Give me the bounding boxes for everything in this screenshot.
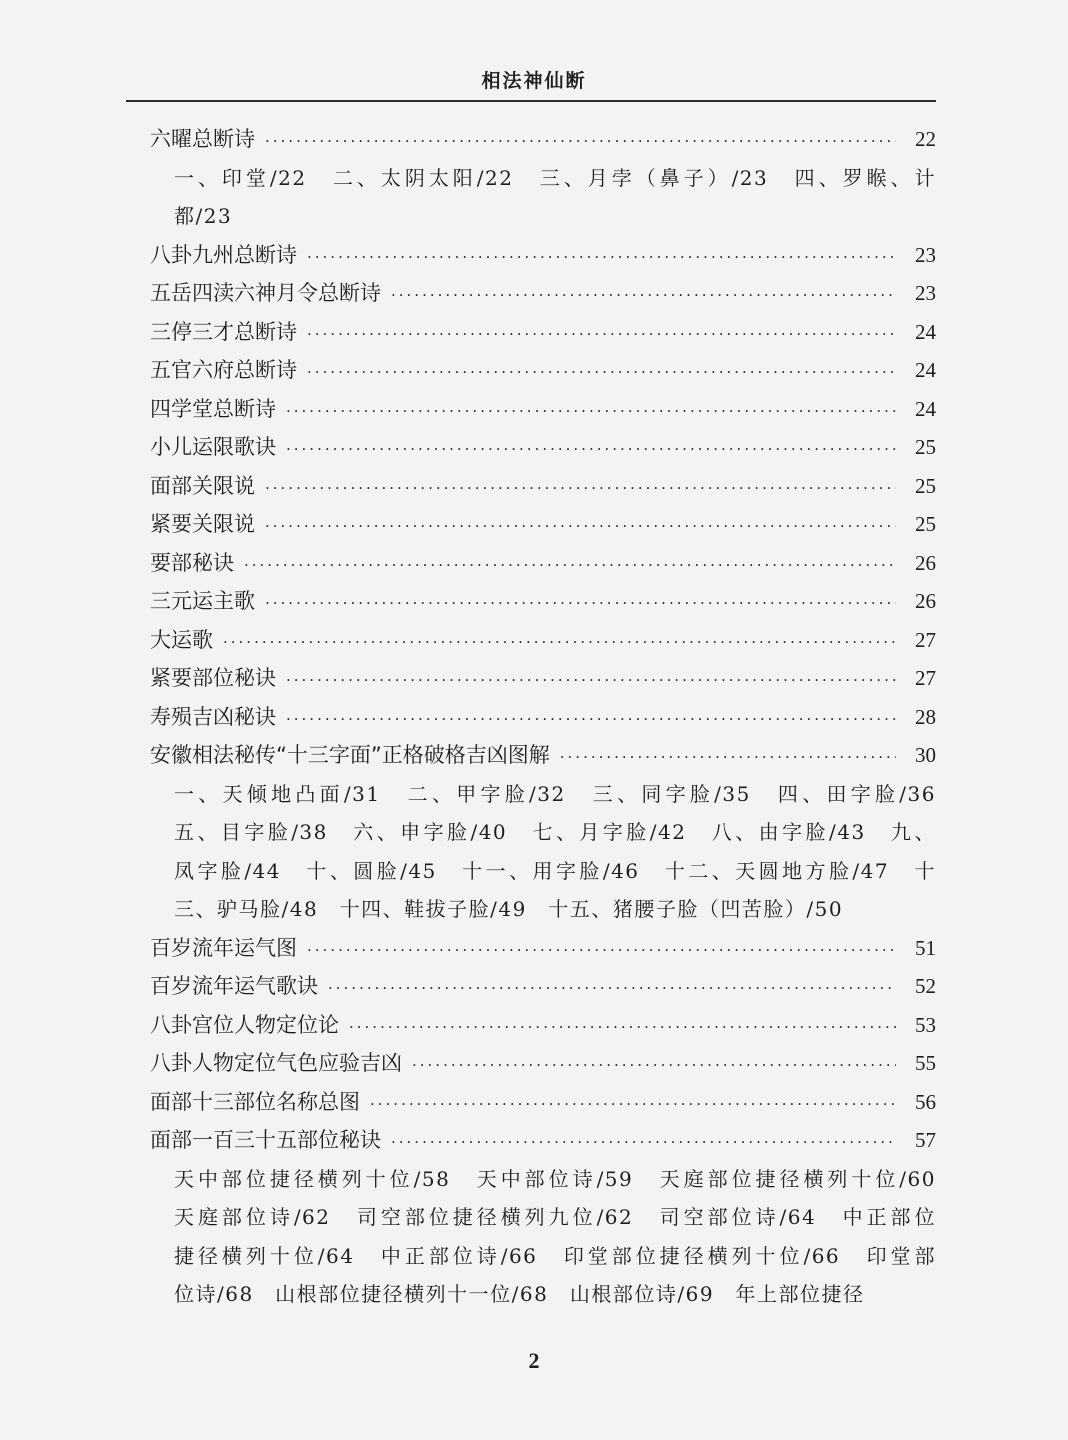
dot-leader (307, 238, 896, 277)
dot-leader (286, 392, 896, 431)
toc-entry-title: 六曜总断诗 (150, 127, 255, 151)
toc-subentries-line: 三、驴马脸/48 十四、鞋拔子脸/49 十五、猪腰子脸（凹苦脸）/50 (174, 897, 844, 921)
toc-entry-page: 23 (915, 242, 936, 267)
toc-subentries-line: 一、印堂/22 二、太阴太阳/22 三、月孛（鼻子）/23 四、罗睺、计 (174, 165, 936, 190)
toc-entry-title: 要部秘诀 (150, 550, 234, 575)
toc-entry (150, 313, 936, 352)
toc-entry-title: 大运歌 (150, 627, 213, 652)
toc-entry (150, 621, 936, 660)
dot-leader (265, 507, 896, 546)
toc-entry-title: 安徽相法秘传“十三字面”正格破格吉凶图解 (150, 743, 550, 767)
toc-entry-title: 八卦人物定位气色应验吉凶 (150, 1051, 402, 1075)
dot-leader (265, 469, 896, 508)
dot-leader (223, 623, 896, 662)
toc-entry-page: 57 (915, 1128, 936, 1152)
header-rule (126, 100, 936, 102)
dot-leader (328, 969, 896, 1008)
dot-leader (412, 1046, 896, 1085)
dot-leader (286, 661, 896, 700)
toc-entry-page: 26 (915, 589, 936, 613)
toc-subentries-line: 位诗/68 山根部位捷径横列十一位/68 山根部位诗/69 年上部位捷径 (174, 1282, 865, 1306)
dot-leader (391, 1123, 896, 1162)
toc-subentries-line: 都/23 (174, 204, 233, 228)
toc-entry (150, 582, 936, 621)
toc-entry (150, 351, 936, 390)
toc-entry-title: 三停三才总断诗 (150, 319, 297, 344)
toc-entry-page: 23 (915, 281, 936, 305)
table-of-contents (150, 120, 936, 1314)
toc-entry-title: 八卦宫位人物定位论 (150, 1012, 339, 1037)
toc-entry (150, 967, 936, 1006)
toc-entry-title: 五岳四渎六神月令总断诗 (150, 281, 381, 305)
toc-entry (150, 236, 936, 275)
toc-entry (150, 929, 936, 968)
toc-subentries-line: 一、天倾地凸面/31 二、甲字脸/32 三、同字脸/35 四、田字脸/36 (174, 781, 936, 806)
toc-entry (150, 428, 936, 467)
toc-entry-title: 寿殒吉凶秘诀 (150, 704, 276, 729)
dot-leader (244, 546, 896, 585)
toc-entry-page: 30 (915, 743, 936, 767)
dot-leader (286, 430, 896, 469)
toc-entry (150, 659, 936, 698)
toc-entry (150, 120, 936, 159)
toc-entry-page: 55 (915, 1051, 936, 1075)
toc-entry-title: 面部十三部位名称总图 (150, 1089, 360, 1114)
toc-entry-page: 28 (915, 704, 936, 729)
running-head: 相法神仙断 (481, 70, 587, 92)
dot-leader (307, 315, 896, 354)
toc-subentries-line: 天中部位捷径横列十位/58 天中部位诗/59 天庭部位捷径横列十位/60 (174, 1166, 936, 1191)
toc-entry-page: 52 (915, 974, 936, 998)
toc-entry (150, 698, 936, 737)
toc-entry-title: 百岁流年运气图 (150, 935, 297, 960)
dot-leader (265, 584, 896, 623)
toc-entry (150, 1044, 936, 1083)
toc-entry-page: 24 (915, 396, 936, 421)
toc-entry-title: 紧要关限说 (150, 512, 255, 536)
dot-leader (560, 738, 896, 777)
toc-entry-title: 五官六府总断诗 (150, 358, 297, 382)
toc-entry-title: 百岁流年运气歌诀 (150, 974, 318, 998)
toc-entry-page: 27 (915, 627, 936, 652)
toc-entry (150, 467, 936, 506)
toc-entry (150, 1083, 936, 1122)
toc-entry-page: 56 (915, 1089, 936, 1114)
toc-subentries-line: 捷径横列十位/64 中正部位诗/66 印堂部位捷径横列十位/66 印堂部 (174, 1243, 936, 1268)
toc-entry (150, 505, 936, 544)
toc-entry (150, 390, 936, 429)
dot-leader (349, 1008, 896, 1047)
dot-leader (286, 700, 896, 739)
toc-entry-title: 小儿运限歌诀 (150, 435, 276, 459)
toc-entry (150, 1006, 936, 1045)
toc-entry (150, 544, 936, 583)
toc-entry-page: 25 (915, 435, 936, 459)
toc-entry-page: 27 (915, 666, 936, 690)
toc-entry-title: 四学堂总断诗 (150, 396, 276, 421)
toc-entry-title: 八卦九州总断诗 (150, 242, 297, 267)
toc-entry-page: 53 (915, 1012, 936, 1037)
toc-entry-page: 26 (915, 550, 936, 575)
toc-entry (150, 736, 936, 775)
toc-entry-page: 24 (915, 319, 936, 344)
page-number: 2 (528, 1348, 540, 1373)
toc-entry-title: 三元运主歌 (150, 589, 255, 613)
toc-entry-page: 22 (915, 127, 936, 151)
toc-entry-page: 24 (915, 358, 936, 382)
dot-leader (265, 122, 896, 161)
toc-entry-title: 紧要部位秘诀 (150, 666, 276, 690)
dot-leader (391, 276, 896, 315)
toc-entry-title: 面部关限说 (150, 473, 255, 498)
toc-entry-title: 面部一百三十五部位秘诀 (150, 1128, 381, 1152)
toc-entry-page: 25 (915, 473, 936, 498)
toc-subentries-line: 天庭部位诗/62 司空部位捷径横列九位/62 司空部位诗/64 中正部位 (174, 1205, 936, 1229)
toc-entry-page: 51 (915, 935, 936, 960)
dot-leader (370, 1085, 896, 1124)
toc-subentries-line: 凤字脸/44 十、圆脸/45 十一、用字脸/46 十二、天圆地方脸/47 十 (174, 858, 936, 883)
toc-entry (150, 274, 936, 313)
dot-leader (307, 931, 896, 970)
toc-entry (150, 1121, 936, 1160)
toc-subentries-line: 五、目字脸/38 六、申字脸/40 七、月字脸/42 八、由字脸/43 九、 (174, 820, 936, 844)
toc-entry-page: 25 (915, 512, 936, 536)
dot-leader (307, 353, 896, 392)
